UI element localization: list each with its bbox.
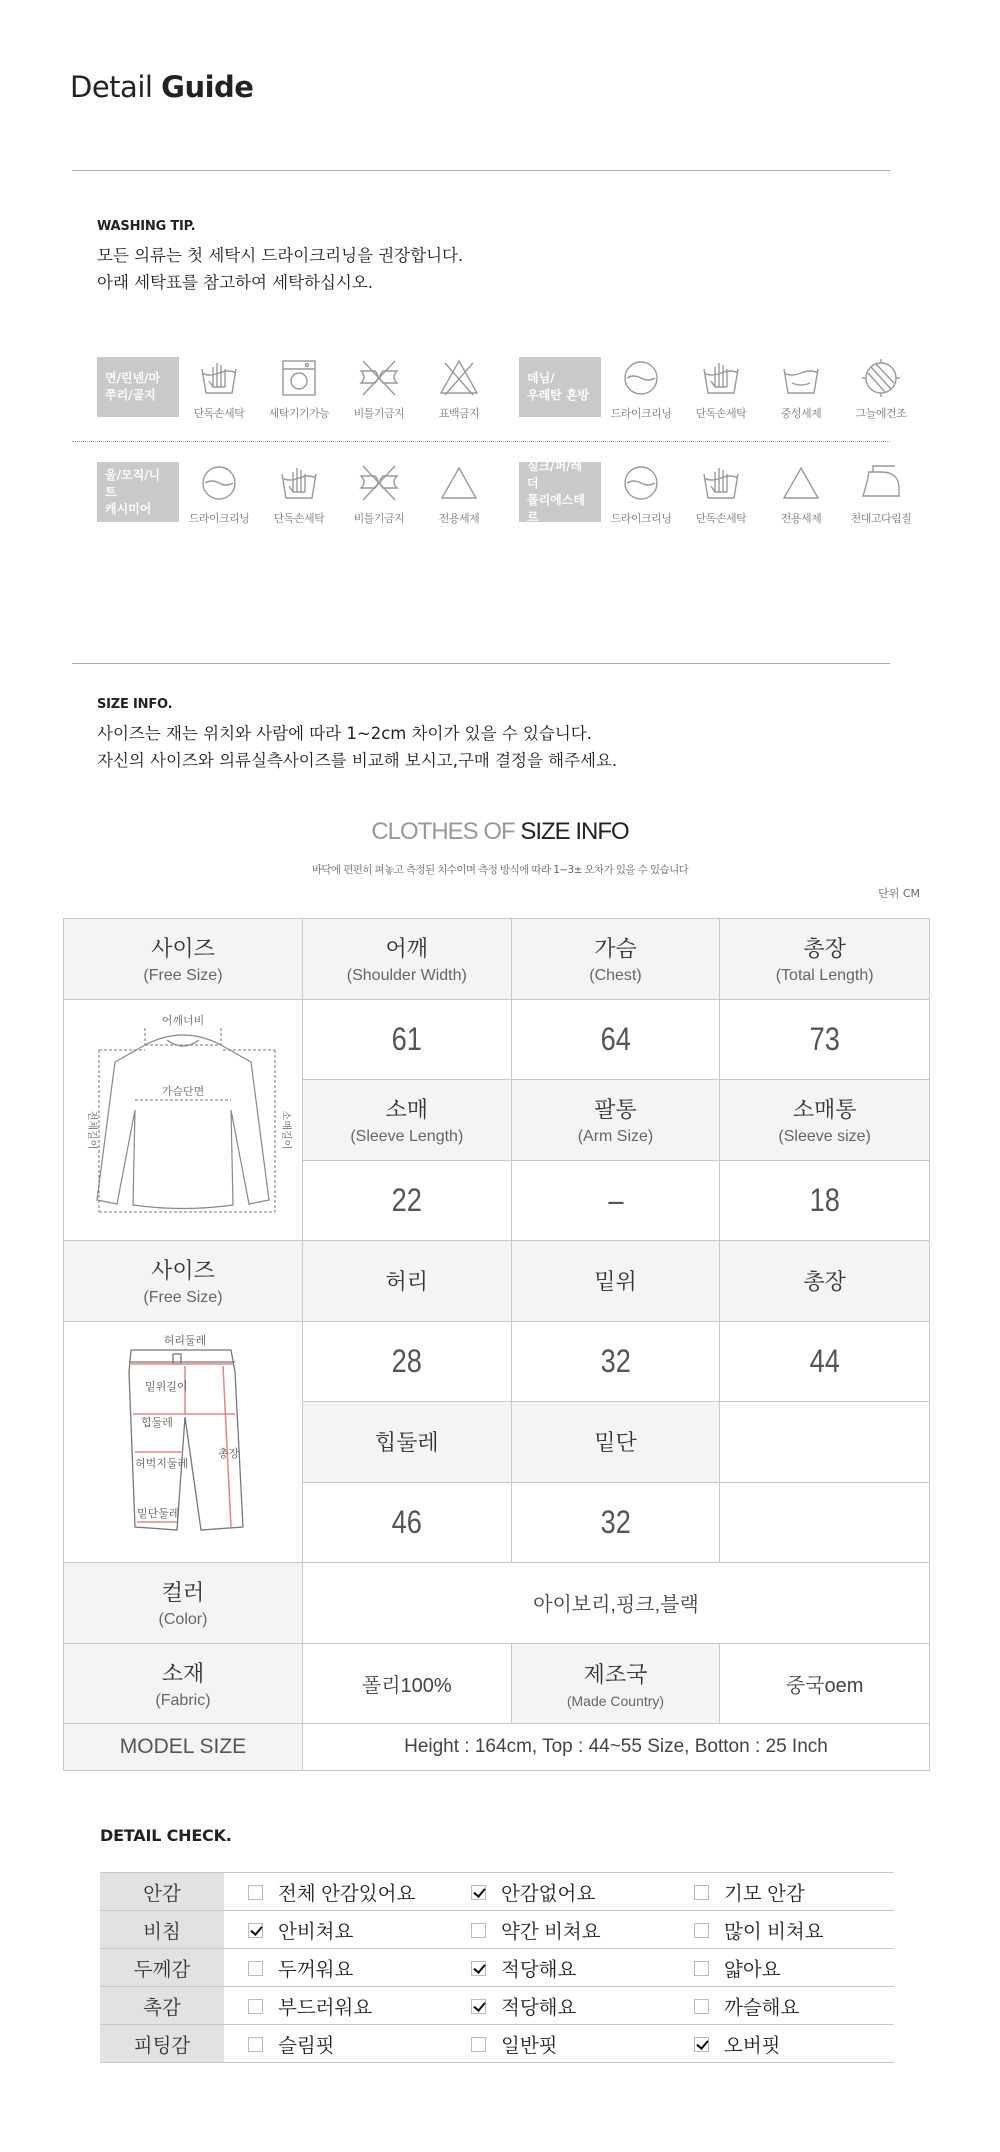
sleeve-header-cell: 소매 (Sleeve Length) [302,1080,511,1161]
material-label: 면/린넨/마 쭈리/골지 [97,357,179,417]
option-text: 두꺼워요 [278,1958,354,1981]
detail-check-option [670,1873,894,1911]
care-icon-label: 드라이크리닝 [610,512,672,525]
value-cell: 46 [302,1482,511,1563]
value-cell: 64 [511,999,720,1080]
hand-wash-icon [179,357,259,421]
detail-check-row [100,1949,894,1987]
unchecked-checkbox[interactable] [471,1923,486,1938]
sleeve-size-header-cell: 소매통 (Sleeve size) [720,1080,930,1161]
length-header-cell: 총장 [720,1241,930,1322]
unchecked-checkbox[interactable] [694,1923,709,1938]
diagram-waist-label: 허리둘레 [163,1334,207,1347]
top-diagram-cell [64,999,303,1241]
shoulder-header-cell: 어깨 (Shoulder Width) [302,919,511,1000]
detergent-icon [761,462,841,526]
detail-check-option [447,1987,670,2025]
option-text: 슬림핏 [278,2034,335,2057]
detail-check-row-label: 피팅감 [100,2025,224,2063]
care-icon-label: 전용세제 [438,512,480,525]
value-cell: 44 [720,1321,930,1402]
detail-check-option [447,2025,670,2063]
value-cell: 18 [720,1160,930,1241]
detail-check-option [447,1949,670,1987]
iron-icon [841,462,921,526]
washing-tip-text: 모든 의류는 첫 세탁시 드라이크리닝을 권장합니다. 아래 세탁표를 참고하여 세탁하십시오. [97,246,464,292]
color-value-cell: 아이보리,핑크,블랙 [302,1563,929,1644]
detail-check-row-label: 비침 [100,1911,224,1949]
value-cell: 22 [302,1160,511,1241]
chest-header-cell: 가슴 (Chest) [511,919,720,1000]
washing-tip-label: WASHING TIP. [97,219,196,234]
model-size-value-cell: Height : 164cm, Top : 44~55 Size, Botton : 25 Inch [302,1724,929,1771]
value-cell: 61 [302,999,511,1080]
divider [72,663,890,664]
arm-header-cell: 팔통 (Arm Size) [511,1080,720,1161]
detail-check-option [670,2025,894,2063]
unchecked-checkbox[interactable] [248,2037,263,2052]
material-label: 데님/ 우레탄 혼방 [519,357,601,417]
care-row [97,459,921,526]
care-icon-label: 중성세제 [780,407,822,420]
no-bleach-icon [419,357,499,421]
unchecked-checkbox[interactable] [248,1961,263,1976]
bottom-garment-diagram [73,1322,293,1557]
care-icon-label: 천대고다림질 [850,512,912,525]
care-row [97,357,921,421]
detail-check-option [670,1987,894,2025]
length-header-cell: 총장 (Total Length) [720,919,930,1000]
hand-wash-icon [681,462,761,526]
unchecked-checkbox[interactable] [248,1885,263,1900]
diagram-hip-label: 힙둘레 [140,1416,173,1429]
care-icon-label: 세탁기기가능 [268,407,330,420]
detail-check-table [100,1872,894,2063]
unchecked-checkbox[interactable] [694,1961,709,1976]
option-text: 까슬해요 [724,1996,800,2019]
option-text: 부드러워요 [278,1996,373,2019]
care-icon-label: 표백금지 [438,407,480,420]
option-text: 얇아요 [724,1958,781,1981]
table-row [64,1321,930,1402]
table-row [64,999,930,1080]
care-icon-label: 비틀기금지 [353,512,405,525]
care-icon-label: 드라이크리닝 [610,407,672,420]
value-cell: 28 [302,1321,511,1402]
detail-check-option [447,1911,670,1949]
size-info-heading: CLOTHES OF SIZE INFO [371,818,629,845]
hand-wash-icon [259,462,339,526]
option-text: 적당해요 [501,1996,577,2019]
table-row [64,919,930,1000]
hand-wash-icon [681,357,761,421]
unchecked-checkbox[interactable] [694,1885,709,1900]
detail-check-row-label: 촉감 [100,1987,224,2025]
size-header-cell: 사이즈 (Free Size) [64,1241,303,1322]
detail-check-option [224,1911,447,1949]
care-icon-label: 단독손세탁 [695,407,747,420]
detail-check-row-label: 안감 [100,1873,224,1911]
table-row [64,1563,930,1644]
table-row [64,1643,930,1724]
hip-header-cell: 힙둘레 [302,1402,511,1483]
detail-check-row [100,1911,894,1949]
machine-wash-icon [259,357,339,421]
checked-checkbox[interactable] [694,2037,709,2052]
detail-check-option [447,1873,670,1911]
detail-check-option [670,1949,894,1987]
unit-label: 단위 CM [878,887,920,900]
shade-dry-icon [841,357,921,421]
detail-check-option [224,1873,447,1911]
divider [72,170,890,171]
option-text: 안감없어요 [501,1882,596,1905]
bottom-diagram-cell [64,1321,303,1563]
checked-checkbox[interactable] [471,1999,486,2014]
size-info-text: 사이즈는 재는 위치와 사람에 따라 1~2cm 차이가 있을 수 있습니다. 자신의 사이즈와 의류실측사이즈를 비교해 보시고,구매 결정을 해주세요. [97,724,618,770]
dry-clean-icon [601,462,681,526]
detail-check-row [100,1873,894,1911]
size-header-cell: 사이즈 (Free Size) [64,919,303,1000]
color-header-cell: 컬러 (Color) [64,1563,303,1644]
table-row [64,1241,930,1322]
material-label: 울/모직/니트 캐시미어 [97,462,179,522]
dry-clean-icon [179,462,259,526]
option-text: 기모 안감 [724,1882,805,1905]
diagram-length-label: 총장 [217,1447,240,1460]
top-garment-diagram [73,1000,293,1235]
empty-cell [720,1482,930,1563]
no-wring-icon [339,357,419,421]
country-value-cell: 중국oem [720,1643,930,1724]
country-header-cell: 제조국 (Made Country) [511,1643,720,1724]
value-cell: 73 [720,999,930,1080]
unchecked-checkbox[interactable] [694,1999,709,2014]
option-text: 전체 안감있어요 [278,1882,416,1905]
diagram-chest-label: 가슴단면 [161,1085,205,1098]
unchecked-checkbox[interactable] [471,2037,486,2052]
option-text: 많이 비쳐요 [724,1920,824,1943]
option-text: 오버핏 [724,2034,781,2057]
detail-check-label: DETAIL CHECK. [100,1826,232,1845]
option-text: 적당해요 [501,1958,577,1981]
checked-checkbox[interactable] [248,1923,263,1938]
detergent-icon [419,462,499,526]
model-size-label-cell: MODEL SIZE [64,1724,303,1771]
option-text: 약간 비쳐요 [501,1920,601,1943]
option-text: 안비쳐요 [278,1920,354,1943]
empty-cell [720,1402,930,1483]
fabric-header-cell: 소재 (Fabric) [64,1643,303,1724]
size-table [63,918,930,1771]
size-info-subheading: 바닥에 편편히 펴놓고 측정된 치수이며 측정 방식에 따라 1~3± 오차가 있을 수 있습니다 [311,864,689,876]
detail-check-row [100,2025,894,2063]
page-title: Detail Guide [70,70,254,104]
unchecked-checkbox[interactable] [248,1999,263,2014]
detail-check-row-label: 두께감 [100,1949,224,1987]
care-icon-label: 그늘에건조 [855,407,907,420]
care-icon-label: 단독손세탁 [193,407,245,420]
dotted-divider [72,441,890,442]
material-label: 실크/퍼/레더 폴리에스테르 [519,462,601,522]
waist-header-cell: 허리 [302,1241,511,1322]
rise-header-cell: 밑위 [511,1241,720,1322]
care-icon-label: 비틀기금지 [353,407,405,420]
option-text: 일반핏 [501,2034,558,2057]
diagram-shoulder-label: 어깨너비 [161,1014,205,1027]
diagram-hem-label: 밑단둘레 [136,1507,180,1520]
value-cell: 32 [511,1482,720,1563]
detail-check-row [100,1987,894,2025]
detail-check-option [670,1911,894,1949]
diagram-length-label: 전체길이 [85,1110,97,1150]
diagram-rise-label: 밑위길이 [144,1380,188,1393]
checked-checkbox[interactable] [471,1885,486,1900]
value-cell: – [511,1160,720,1241]
care-icon-label: 드라이크리닝 [188,512,250,525]
checked-checkbox[interactable] [471,1961,486,1976]
care-icon-label: 전용세제 [780,512,822,525]
diagram-thigh-label: 허벅지둘레 [134,1457,189,1470]
no-wring-icon [339,462,419,526]
table-row [64,1724,930,1771]
fabric-value-cell: 폴리100% [302,1643,511,1724]
neutral-detergent-icon [761,357,841,421]
dry-clean-icon [601,357,681,421]
detail-check-option [224,1949,447,1987]
care-icon-label: 단독손세탁 [695,512,747,525]
detail-check-option [224,1987,447,2025]
detail-check-option [224,2025,447,2063]
diagram-sleeve-label: 소매길이 [279,1110,291,1150]
care-icon-label: 단독손세탁 [273,512,325,525]
value-cell: 32 [511,1321,720,1402]
size-info-label: SIZE INFO. [97,697,173,712]
hem-header-cell: 밑단 [511,1402,720,1483]
